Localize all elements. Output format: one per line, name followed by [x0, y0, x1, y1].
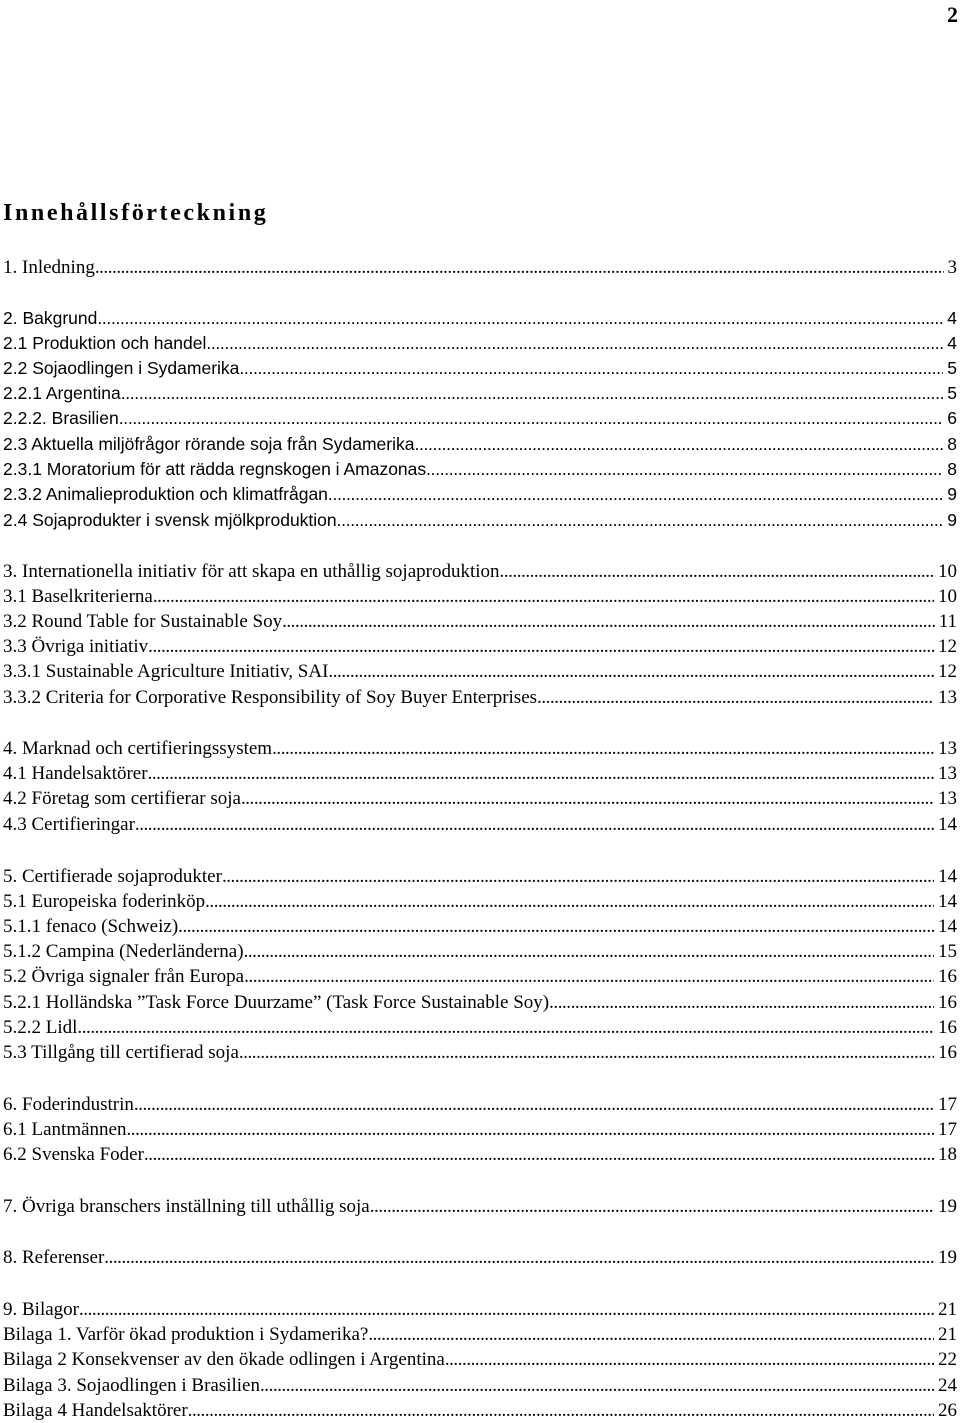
toc-entry[interactable]	[0, 381, 960, 406]
toc-entry[interactable]	[0, 406, 960, 431]
toc-entry-page-number: 5	[947, 383, 957, 403]
dot-leader	[135, 812, 934, 837]
toc-entry-label: 6.1 Lantmännen	[3, 1119, 127, 1140]
toc-entry-page-number: 18	[938, 1144, 957, 1165]
dot-leader	[272, 736, 934, 761]
toc-entry[interactable]	[0, 255, 960, 280]
toc-entry[interactable]	[0, 685, 960, 710]
toc-entry-page-number: 12	[938, 636, 957, 657]
toc-entry[interactable]	[0, 559, 960, 584]
dot-leader	[206, 331, 943, 356]
toc-entry-label: 5.2.1 Holländska ”Task Force Duurzame” (Task Force Sustainable Soy)	[3, 992, 550, 1013]
toc-entry-page-number: 3	[947, 257, 957, 278]
toc-entry-page-number: 17	[938, 1094, 957, 1115]
dot-leader	[134, 1092, 934, 1117]
toc-entry-page-number: 16	[938, 966, 957, 987]
toc-entry-label: 5.1 Europeiska foderinköp	[3, 891, 206, 912]
toc-entry-page-number: 13	[938, 687, 957, 708]
dot-leader	[153, 584, 934, 609]
dot-leader	[549, 990, 934, 1015]
toc-entry[interactable]	[0, 812, 960, 837]
toc-entry-label: 4.2 Företag som certifierar soja	[3, 788, 241, 809]
dot-leader	[148, 634, 934, 659]
toc-entry[interactable]	[0, 1322, 960, 1347]
toc-entry-page-number: 21	[938, 1324, 957, 1345]
toc-entry-page-number: 11	[938, 611, 957, 632]
toc-entry[interactable]	[0, 634, 960, 659]
toc-entry-page-number: 13	[938, 738, 957, 759]
dot-leader	[537, 685, 934, 710]
toc-entry-page-number: 17	[938, 1119, 957, 1140]
toc-entry[interactable]	[0, 306, 960, 331]
toc-entry-label: 5.1.1 fenaco (Schweiz)	[3, 916, 179, 937]
dot-leader	[104, 1245, 934, 1270]
toc-entry-label: 3.3.2 Criteria for Corporative Responsibility of Soy Buyer Enterprises	[3, 687, 538, 708]
toc-entry-label: 2. Bakgrund	[3, 308, 98, 328]
toc-entry-label: 2.2.1 Argentina	[3, 383, 121, 403]
toc-entry-label: Bilaga 1. Varför ökad produktion i Sydamerika?	[3, 1324, 369, 1345]
toc-entry[interactable]	[0, 584, 960, 609]
toc-entry[interactable]	[0, 1245, 960, 1270]
toc-entry-label: 2.2.2. Brasilien	[3, 408, 119, 428]
toc-entry-label: 2.3.2 Animalieproduktion och klimatfrågan	[3, 484, 328, 504]
dot-leader	[370, 1194, 934, 1219]
toc-entry[interactable]	[0, 1117, 960, 1142]
toc-entry[interactable]	[0, 864, 960, 889]
toc-entry-page-number: 10	[938, 561, 957, 582]
toc-entry-label: 3.3 Övriga initiativ	[3, 636, 149, 657]
toc-entry-page-number: 15	[938, 941, 957, 962]
dot-leader	[426, 457, 943, 482]
toc-entry-page-number: 4	[947, 308, 957, 328]
toc-entry-label: 3. Internationella initiativ för att skapa en uthållig sojaproduktion	[3, 561, 500, 582]
dot-leader	[500, 559, 934, 584]
toc-entry[interactable]	[0, 939, 960, 964]
toc-entry-page-number: 9	[947, 484, 957, 504]
dot-leader	[77, 1015, 934, 1040]
toc-entry-label: 2.4 Sojaprodukter i svensk mjölkproduktion	[3, 510, 337, 530]
toc-entry-page-number: 8	[947, 434, 957, 454]
toc-entry[interactable]	[0, 1373, 960, 1398]
dot-leader	[239, 356, 943, 381]
toc-entry-page-number: 21	[938, 1299, 957, 1320]
dot-leader	[119, 406, 944, 431]
toc-entry-label: 4.3 Certifieringar	[3, 814, 135, 835]
toc-entry[interactable]	[0, 761, 960, 786]
dot-leader	[95, 255, 944, 280]
toc-entry-label: 3.3.1 Sustainable Agriculture Initiativ, SAI	[3, 661, 329, 682]
toc-entry[interactable]	[0, 609, 960, 634]
toc-entry-label: 4. Marknad och certifieringssystem	[3, 738, 273, 759]
toc-entry[interactable]	[0, 1092, 960, 1117]
dot-leader	[188, 1398, 934, 1423]
toc-entry-label: 2.2 Sojaodlingen i Sydamerika	[3, 358, 240, 378]
toc-entry-page-number: 13	[938, 763, 957, 784]
toc-entry-label: 3.1 Baselkriterierna	[3, 586, 153, 607]
dot-leader	[126, 1117, 934, 1142]
toc-entry-page-number: 4	[947, 333, 957, 353]
toc-entry-page-number: 14	[938, 866, 957, 887]
dot-leader	[178, 914, 934, 939]
dot-leader	[445, 1347, 934, 1372]
toc-entry-page-number: 13	[938, 788, 957, 809]
toc-entry[interactable]	[0, 964, 960, 989]
dot-leader	[121, 381, 944, 406]
toc-entry-page-number: 14	[938, 916, 957, 937]
toc-entry-page-number: 10	[938, 586, 957, 607]
dot-leader	[328, 482, 943, 507]
toc-entry-label: 1. Inledning	[3, 257, 95, 278]
toc-entry-page-number: 14	[938, 891, 957, 912]
toc-entry[interactable]	[0, 457, 960, 482]
toc-entry[interactable]	[0, 482, 960, 507]
toc-entry[interactable]	[0, 356, 960, 381]
toc-entry[interactable]	[0, 736, 960, 761]
toc-entry[interactable]	[0, 786, 960, 811]
toc-entry[interactable]	[0, 1040, 960, 1065]
toc-entry-page-number: 14	[938, 814, 957, 835]
dot-leader	[144, 1142, 934, 1167]
toc-entry-label: 5.2.2 Lidl	[3, 1017, 78, 1038]
toc-entry[interactable]	[0, 914, 960, 939]
dot-leader	[260, 1373, 934, 1398]
toc-entry-page-number: 24	[938, 1375, 957, 1396]
toc-entry[interactable]	[0, 508, 960, 533]
toc-entry-page-number: 16	[938, 992, 957, 1013]
toc-entry-page-number: 19	[938, 1196, 957, 1217]
dot-leader	[79, 1297, 934, 1322]
toc-entry[interactable]	[0, 1347, 960, 1372]
toc-entry-label: 5. Certifierade sojaprodukter	[3, 866, 222, 887]
toc-entry-label: Bilaga 3. Sojaodlingen i Brasilien	[3, 1375, 260, 1396]
dot-leader	[244, 939, 934, 964]
dot-leader	[97, 306, 943, 331]
toc-entry-page-number: 8	[947, 459, 957, 479]
toc-entry-page-number: 26	[938, 1400, 957, 1421]
dot-leader	[241, 786, 934, 811]
toc-entry-label: 5.1.2 Campina (Nederländerna)	[3, 941, 244, 962]
toc-entry[interactable]	[0, 331, 960, 356]
toc-entry-page-number: 16	[938, 1017, 957, 1038]
toc-entry[interactable]	[0, 1398, 960, 1423]
toc-entry-label: 4.1 Handelsaktörer	[3, 763, 148, 784]
dot-leader	[337, 508, 944, 533]
dot-leader	[239, 1040, 934, 1065]
dot-leader	[328, 659, 934, 684]
toc-entry[interactable]	[0, 990, 960, 1015]
dot-leader	[414, 432, 943, 457]
toc-entry-label: Bilaga 2 Konsekvenser av den ökade odlingen i Argentina	[3, 1349, 445, 1370]
toc-entry-label: 7. Övriga branschers inställning till uthållig soja	[3, 1196, 370, 1217]
toc-entry[interactable]	[0, 1142, 960, 1167]
toc-entry[interactable]	[0, 432, 960, 457]
toc-entry-label: 2.3.1 Moratorium för att rädda regnskogen i Amazonas	[3, 459, 427, 479]
dot-leader	[368, 1322, 934, 1347]
toc-entry-label: 8. Referenser	[3, 1247, 105, 1268]
dot-leader	[205, 889, 934, 914]
dot-leader	[148, 761, 934, 786]
toc-entry-label: 5.2 Övriga signaler från Europa	[3, 966, 245, 987]
toc-entry[interactable]	[0, 659, 960, 684]
toc-entry-label: 3.2 Round Table for Sustainable Soy	[3, 611, 283, 632]
toc-entry-page-number: 6	[947, 408, 957, 428]
toc-entry-page-number: 12	[938, 661, 957, 682]
dot-leader	[244, 964, 934, 989]
toc-entry-page-number: 9	[947, 510, 957, 530]
toc-entry-label: 5.3 Tillgång till certifierad soja	[3, 1042, 239, 1063]
toc-entry-label: 6. Foderindustrin	[3, 1094, 134, 1115]
toc-entry[interactable]	[0, 1297, 960, 1322]
toc-entry-label: 6.2 Svenska Foder	[3, 1144, 144, 1165]
page-number: 2	[947, 2, 958, 27]
toc-entry-label: Bilaga 4 Handelsaktörer	[3, 1400, 188, 1421]
toc-entry-page-number: 22	[938, 1349, 957, 1370]
toc-entry[interactable]	[0, 1194, 960, 1219]
toc-entry-page-number: 5	[947, 358, 957, 378]
toc-entry-label: 2.3 Aktuella miljöfrågor rörande soja från Sydamerika	[3, 434, 415, 454]
toc-entry-label: 9. Bilagor	[3, 1299, 79, 1320]
dot-leader	[282, 609, 935, 634]
toc-entry[interactable]	[0, 889, 960, 914]
toc-entry-page-number: 16	[938, 1042, 957, 1063]
toc-entry-page-number: 19	[938, 1247, 957, 1268]
dot-leader	[222, 864, 934, 889]
toc-title: Innehållsförteckning	[3, 200, 269, 226]
toc-entry[interactable]	[0, 1015, 960, 1040]
toc-entry-label: 2.1 Produktion och handel	[3, 333, 207, 353]
